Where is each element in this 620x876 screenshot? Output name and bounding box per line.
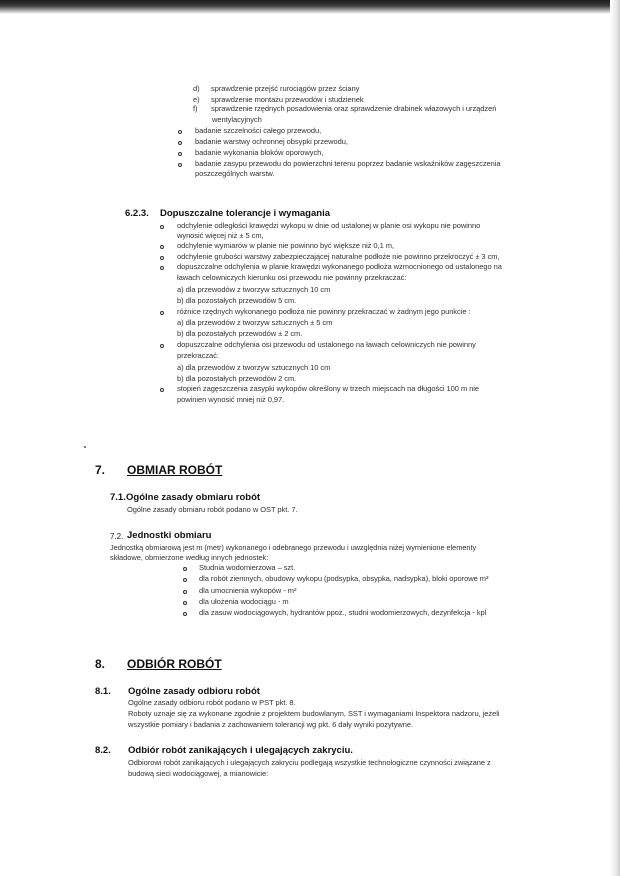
tolerance-line: stopień zagęszczenia zasypki wykopów określony w trzech miejscach na długości 100 m nie	[177, 384, 480, 393]
list-item: badanie zasypu przewodu do powierzchni terenu poprzez badanie wskaźników zagęszczenia	[195, 159, 501, 168]
unit-item: dla zasuw wodociągowych, hydrantów ppoż., studni wodomierzowych, dezynfekcja - kpl	[199, 608, 487, 617]
tolerance-line: przekraczać:	[177, 351, 219, 360]
tolerance-line: dopuszczalne odchylenia w planie krawędzi wykonanego podłoża wzmocnionego od ustalonego na	[177, 262, 502, 271]
subsection-number: 7.2.	[110, 532, 124, 541]
bullet-icon	[178, 130, 182, 134]
bullet-icon	[160, 256, 164, 260]
paragraph: Ogólne zasady obmiaru robót podano w OST pkt. 7.	[127, 505, 298, 514]
list-item: sprawdzenie montażu przewodów i studzienek	[211, 95, 364, 104]
bullet-icon	[183, 567, 187, 571]
section-number: 6.2.3.	[125, 208, 149, 219]
bullet-icon	[160, 266, 164, 270]
tolerance-subitem: b) dla pozostałych przewodów 5 cm.	[177, 296, 297, 305]
section-title: Dopuszczalne tolerancje i wymagania	[160, 208, 330, 219]
tolerance-line: powinien wynosić mniej niż 0,97.	[177, 395, 285, 404]
unit-item: dla robót ziemnych, obudowy wykopu (podsypka, obsypka, nadsypka), bloki oporowe m³	[199, 574, 489, 583]
paragraph: składowe, obmierzone według innych jednostek:	[110, 553, 269, 562]
list-item: badanie warstwy ochronnej obsypki przewodu,	[195, 137, 348, 146]
bullet-icon	[183, 590, 187, 594]
tolerance-subitem: b) dla pozostałych przewodów ± 2 cm.	[177, 329, 303, 338]
unit-item: dla umocnienia wykopów - m²	[199, 586, 297, 595]
paragraph: Roboty uznaje się za wykonane zgodnie z projektem budowlanym, SST i wymaganiami Inspektora nadzoru, jeżeli	[128, 709, 500, 718]
tolerance-line: różnice rzędnych wykonanego podłoża nie powinny przekraczać w żadnym jego punkcie :	[177, 307, 471, 316]
list-letter: d)	[193, 84, 200, 93]
subsection-title: Ogólne zasady odbioru robót	[128, 686, 260, 697]
list-item-continuation: wentylacyjnych	[212, 115, 262, 124]
subsection-title: Jednostki obmiaru	[127, 530, 212, 541]
bullet-icon	[160, 311, 164, 315]
tolerance-subitem: a) dla przewodów z tworzyw sztucznych 10 cm	[177, 285, 331, 294]
unit-item: dla ułożenia wodociągu - m	[199, 597, 289, 606]
list-item: badanie wykonania bloków oporowych,	[195, 148, 324, 157]
tolerance-line: odchylenie grubości warstwy zabezpieczającej naturalne podłoże nie powinno przekroczyć ± 3 cm,	[177, 252, 500, 261]
list-letter: f)	[193, 104, 198, 113]
bullet-icon	[178, 141, 182, 145]
paragraph: budową sieci wodociągowej, a mianowicie:	[128, 769, 269, 778]
paragraph: Odbiorowi robót zanikających i ulegających zakryciu podlegają wszystkie technologiczne czynności związane z	[128, 758, 491, 767]
bullet-icon	[160, 344, 164, 348]
tolerance-line: ławach celowniczych kierunku osi przewodu nie powinny przekraczać:	[177, 273, 407, 282]
tolerance-subitem: a) dla przewodów z tworzyw sztucznych 10 cm	[177, 363, 331, 372]
section-title: ODBIÓR ROBÓT	[127, 657, 222, 671]
unit-item: Studnia wodomierzowa – szt.	[199, 563, 296, 572]
subsection-title: Odbiór robót zanikających i ulegających zakryciu.	[128, 745, 353, 756]
bullet-icon	[183, 612, 187, 616]
bullet-icon	[160, 245, 164, 249]
tolerance-line: wynosić więcej niż ± 5 cm,	[177, 231, 264, 240]
subsection-number: 8.2.	[95, 745, 111, 756]
list-item-continuation: poszczególnych warstw.	[195, 169, 275, 178]
list-item: badanie szczelności całego przewodu,	[195, 126, 322, 135]
bullet-icon	[183, 601, 187, 605]
bullet-icon	[160, 225, 164, 229]
subsection-number: 8.1.	[95, 686, 111, 697]
tolerance-subitem: b) dla pozostałych przewodów 2 cm.	[177, 374, 297, 383]
tolerance-line: odchylenie odległości krawędzi wykopu w dnie od ustalonej w planie osi wykopu nie powinno	[177, 221, 481, 230]
tolerance-subitem: a) dla przewodów z tworzyw sztucznych ± 5 cm	[177, 318, 333, 327]
section-number: 7.	[95, 463, 106, 477]
list-item: sprawdzenie rzędnych posadowienia oraz sprawdzenie drabinek włazowych i urządzeń	[211, 104, 497, 113]
subsection-number: 7.1.	[110, 492, 126, 503]
section-number: 8.	[95, 657, 106, 671]
list-item: sprawdzenie przejść rurociągów przez ściany	[211, 84, 360, 93]
paragraph: Ogólne zasady odbioru robót podano w PST pkt. 8.	[128, 698, 296, 707]
bullet-icon	[160, 388, 164, 392]
paragraph: wszystkie pomiary i badania z zachowaniem tolerancji wg pkt. 6 dały wyniki pozytywne.	[128, 720, 414, 729]
section-title: OBMIAR ROBÓT	[127, 463, 223, 477]
list-letter: e)	[193, 95, 200, 104]
tolerance-line: dopuszczalne odchylenia osi przewodu od ustalonego na ławach celowniczych nie powinny	[177, 340, 476, 349]
scan-speck	[84, 446, 86, 448]
bullet-icon	[183, 578, 187, 582]
tolerance-line: odchylenie wymiarów w planie nie powinno być większe niż 0,1 m,	[177, 241, 394, 250]
subsection-title: Ogólne zasady obmiaru robót	[126, 492, 261, 503]
bullet-icon	[178, 163, 182, 167]
bullet-icon	[178, 152, 182, 156]
paragraph: Jednostką obmiarową jest m (metr) wykonanego i odebranego przewodu i uwzględnia niżej wymienione elementy	[110, 543, 477, 552]
